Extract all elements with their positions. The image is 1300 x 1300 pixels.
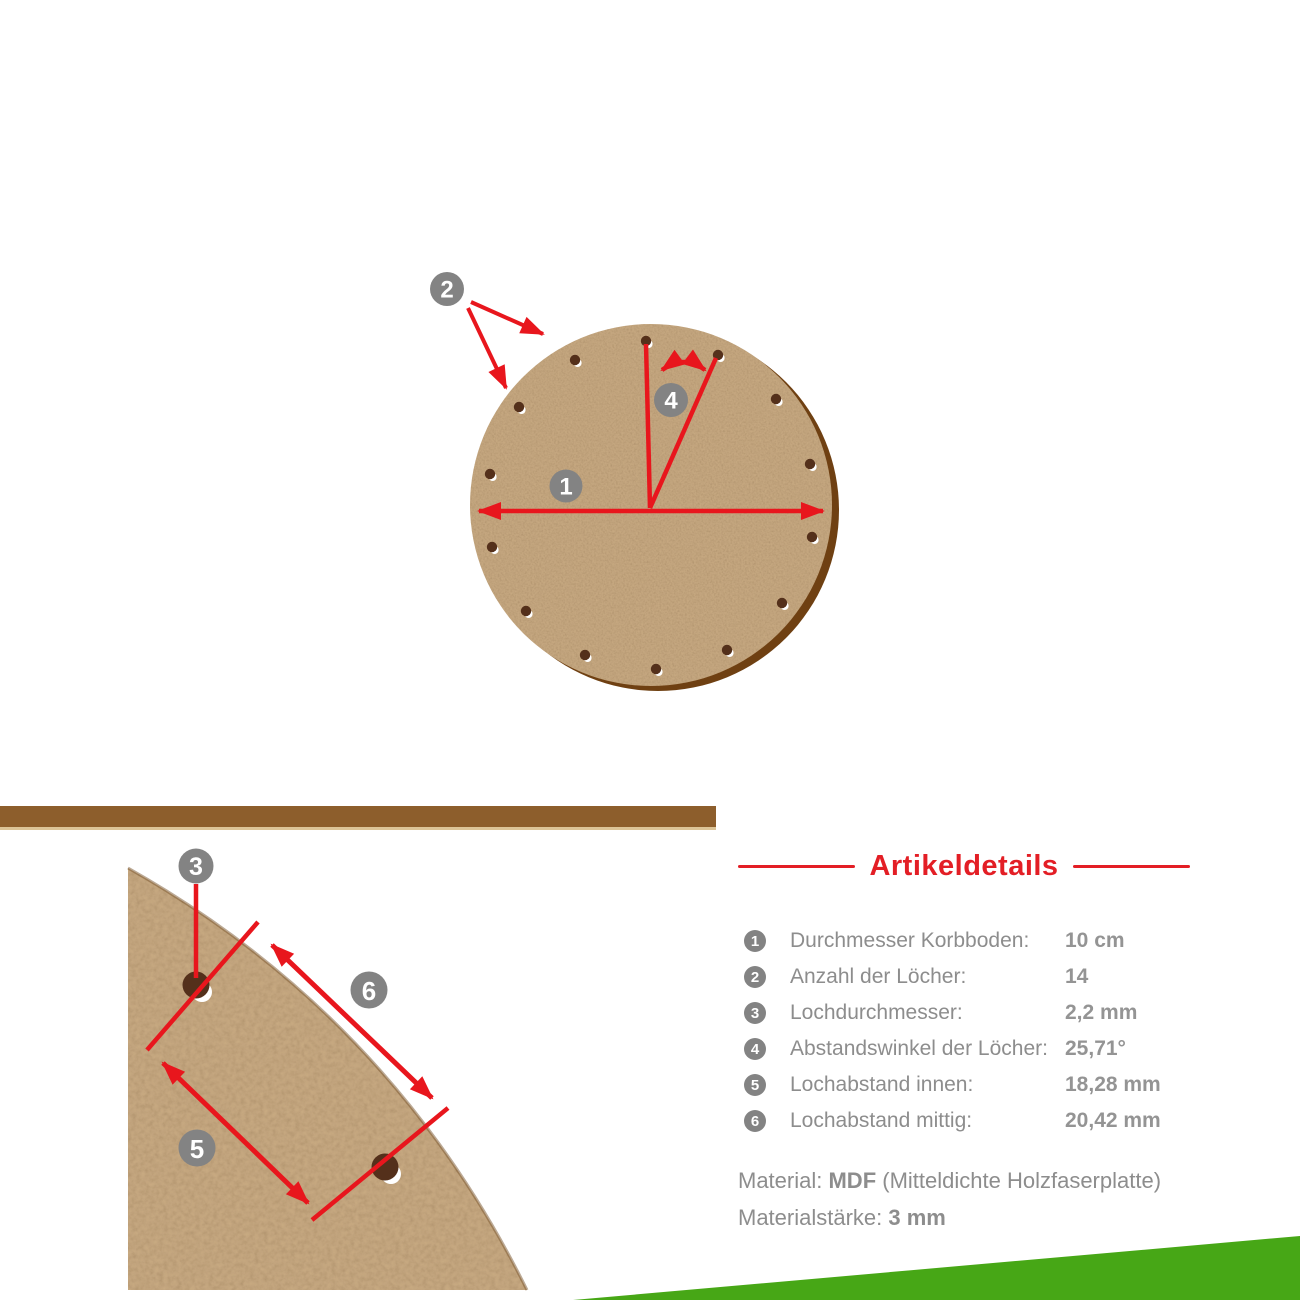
brown-divider-bar <box>0 806 716 827</box>
svg-text:2: 2 <box>440 276 454 304</box>
row-value: 18,28 mm <box>1065 1073 1161 1096</box>
badge-1 <box>550 470 583 503</box>
details-heading-row <box>738 846 1190 886</box>
badge-5 <box>179 1130 216 1167</box>
row-badge: 1 <box>744 930 766 952</box>
row-value: 14 <box>1065 965 1089 988</box>
detail-row <box>738 1038 1190 1060</box>
detail-row <box>738 1002 1190 1024</box>
mdf-edge-wedge <box>128 868 527 1290</box>
row-value: 25,71° <box>1065 1037 1126 1060</box>
row-label: Abstandswinkel der Löcher: <box>790 1037 1048 1060</box>
brown-divider-underline <box>0 827 716 830</box>
badge-4 <box>654 383 688 417</box>
hole-callout-arrow-2 <box>468 308 506 388</box>
row-value: 10 cm <box>1065 929 1125 952</box>
svg-text:1: 1 <box>559 473 573 501</box>
disc-edge-zoom-view <box>128 849 527 1291</box>
material-info <box>738 1162 1190 1236</box>
disc-top-view <box>430 272 839 691</box>
row-label: Lochabstand mittig: <box>790 1109 973 1132</box>
heading-rule-right <box>1073 865 1190 868</box>
row-label: Lochabstand innen: <box>790 1073 974 1096</box>
thickness-line: Materialstärke: 3 mm <box>738 1205 946 1230</box>
row-badge: 4 <box>744 1038 766 1060</box>
row-badge: 6 <box>744 1110 766 1132</box>
row-value: 2,2 mm <box>1065 1001 1138 1024</box>
badge-2 <box>430 272 464 306</box>
article-details-panel <box>738 846 1190 1236</box>
badge-3 <box>179 849 214 884</box>
green-corner-accent <box>573 1236 1300 1300</box>
detail-row <box>738 1074 1190 1096</box>
details-title: Artikeldetails <box>869 849 1059 882</box>
svg-text:5: 5 <box>189 1134 205 1164</box>
hole-callout-arrow-1 <box>471 302 543 334</box>
detail-row <box>738 966 1190 988</box>
details-rows <box>738 930 1190 1132</box>
detail-row <box>738 930 1190 952</box>
row-label: Durchmesser Korbboden: <box>790 929 1030 952</box>
svg-text:6: 6 <box>361 976 377 1006</box>
badge-6 <box>351 972 388 1009</box>
row-label: Lochdurchmesser: <box>790 1001 963 1024</box>
svg-text:3: 3 <box>189 853 203 881</box>
detail-row <box>738 1110 1190 1132</box>
heading-rule-left <box>738 865 855 868</box>
row-badge: 3 <box>744 1002 766 1024</box>
row-badge: 5 <box>744 1074 766 1096</box>
row-badge: 2 <box>744 966 766 988</box>
row-label: Anzahl der Löcher: <box>790 965 967 988</box>
row-value: 20,42 mm <box>1065 1109 1161 1132</box>
material-line: Material: MDF (Mitteldichte Holzfaserplatte) <box>738 1168 1162 1193</box>
svg-text:4: 4 <box>664 387 678 415</box>
